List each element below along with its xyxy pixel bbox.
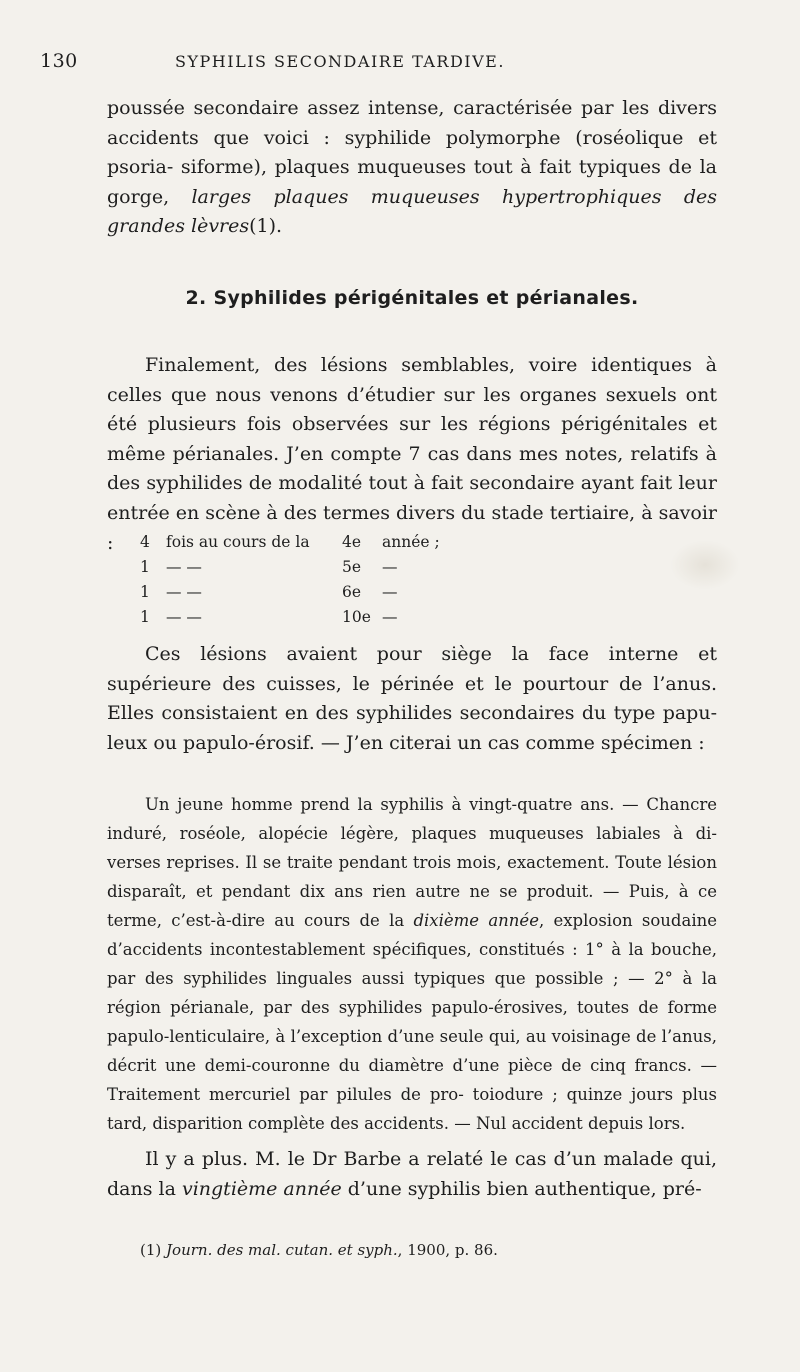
- count: 4: [140, 533, 150, 551]
- paragraph-text-continued: d’une syphilis bien authentique, pré-: [341, 1177, 702, 1200]
- ordinal: 5e: [342, 558, 362, 576]
- running-title: SYPHILIS SECONDAIRE TARDIVE.: [175, 52, 505, 71]
- paper-stain: [670, 540, 740, 590]
- journal-title: Journ. des mal. cutan. et syph.: [166, 1241, 398, 1259]
- ordinal: 6e: [342, 583, 362, 601]
- case-text-continued: , explosion soudaine d’accidents incontestablement spécifiques, constitués : 1° à la bouche, par des syphilides linguales aussi typiques que possible ; — 2° à la région périanale, par des syphilides papulo-érosives, toutes de forme papulo-lenticulaire, à l’exception d’une seule qui, au voisinage de l’anus, décrit une demi-couronne du diamètre d’une pièce de cinq francs. — Traitement mercuriel par pilules de pro- toiodure ; quinze jours plus tard, disparition complète des accidents. — Nul accident depuis lors.: [107, 911, 718, 1133]
- suffix: —: [382, 558, 398, 576]
- case-report: [107, 790, 717, 1138]
- list-item: [140, 530, 440, 555]
- paragraph-text: poussée secondaire assez intense, caractérisée par les divers accidents que voici : syphilide polymorphe (roséolique et psoria- siforme), plaques muqueuses tout à fait typiques de la gorge,: [107, 97, 717, 208]
- footnote: [140, 1241, 498, 1259]
- italic-phrase: vingtième année: [181, 1177, 342, 1200]
- ordinal: 10e: [342, 608, 371, 626]
- paragraph-continuation: [107, 94, 717, 242]
- phrase: fois au cours de la: [166, 533, 310, 551]
- phrase: — —: [166, 583, 202, 601]
- list-item: [140, 555, 440, 580]
- suffix: —: [382, 608, 398, 626]
- page-number: 130: [40, 50, 78, 72]
- list-item: [140, 605, 440, 630]
- ordinal: 4e: [342, 533, 362, 551]
- paragraph: Finalement, des lésions semblables, voire identiques à celles que nous venons d’étudier sur les organes sexuels ont été plusieurs fois observées sur les régions périgénitales et même périanales. J’en compte 7 cas dans mes notes, relatifs à des syphilides de modalité tout à fait secondaire ayant fait leur entrée en scène à des termes divers du stade tertiaire, à savoir :: [107, 354, 717, 554]
- section-heading: 2. Syphilides périgénitales et périanales.: [185, 287, 639, 309]
- italic-phrase: larges plaques muqueuses hypertrophiques des grandes lèvres: [107, 185, 717, 238]
- phrase: — —: [166, 608, 202, 626]
- suffix: année ;: [382, 533, 440, 551]
- paragraph: Ces lésions avaient pour siège la face interne et supérieure des cuisses, le périnée et le pourtour de l’anus. Elles consistaient en des syphilides secondaires du type papu- leux ou papulo-érosif. — J’en citerai un cas comme spécimen :: [107, 643, 717, 754]
- footnote-citation: , 1900, p. 86.: [397, 1241, 498, 1259]
- paragraph: [107, 1145, 717, 1204]
- count: 1: [140, 608, 150, 626]
- italic-phrase: dixième année: [413, 911, 539, 930]
- phrase: — —: [166, 558, 202, 576]
- footnote-marker: (1): [140, 1241, 162, 1259]
- paragraph-text: Il y a plus. M. le Dr Barbe a relaté le cas d’un malade qui, dans la: [107, 1148, 717, 1200]
- footnote-reference: (1).: [249, 215, 283, 238]
- count: 1: [140, 558, 150, 576]
- suffix: —: [382, 583, 398, 601]
- count: 1: [140, 583, 150, 601]
- list-item: [140, 580, 440, 605]
- page-header: [0, 50, 800, 84]
- case-text: Un jeune homme prend la syphilis à vingt-quatre ans. — Chancre induré, roséole, alopécie légère, plaques muqueuses labiales à di- verses reprises. Il se traite pendant trois mois, exactement. Toute lésion disparaît, et pendant dix ans rien autre ne se produit. — Puis, à ce terme, c’est-à-dire au cours de la: [107, 795, 717, 930]
- occurrence-list: [140, 530, 440, 630]
